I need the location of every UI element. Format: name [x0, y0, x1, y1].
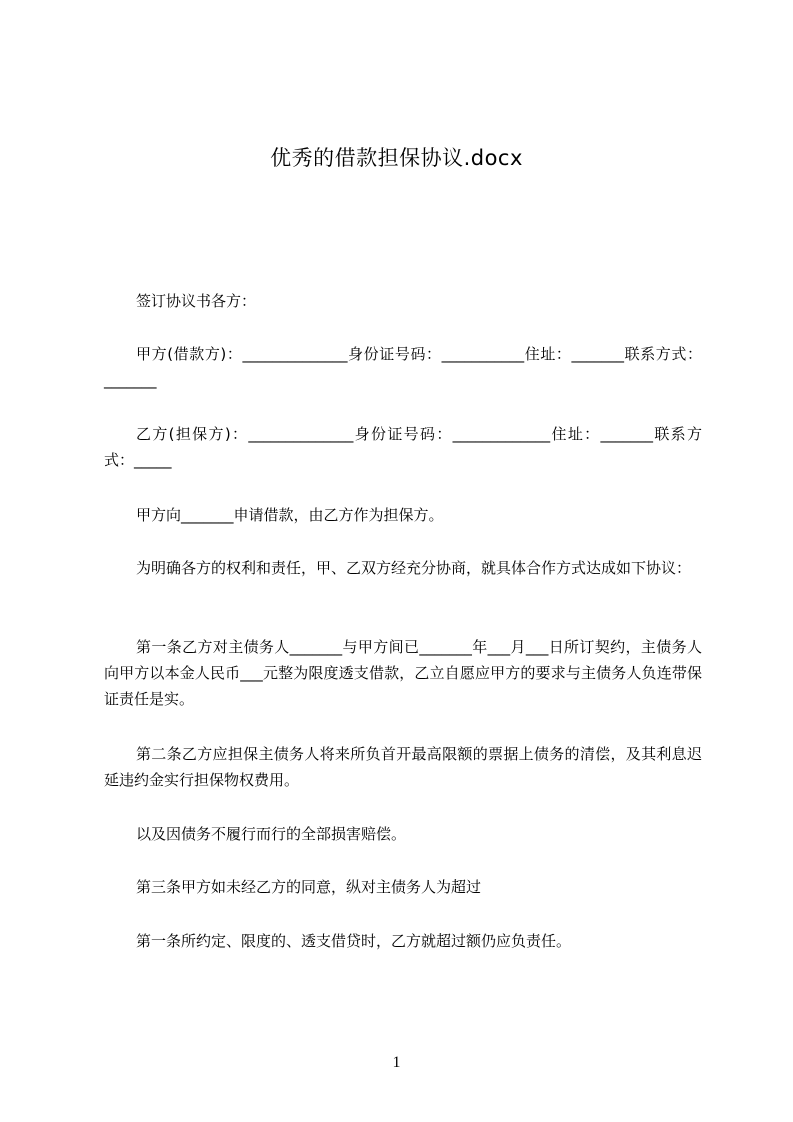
paragraph-signatories: 签订协议书各方： [136, 292, 257, 310]
paragraph-party-b: 乙方(担保方)：______________身份证号码：_____________住址：_______联系方式：_____ [104, 425, 702, 469]
paragraph-loan-request: 甲方向_______申请借款，由乙方作为担保方。 [136, 506, 444, 524]
paragraph-purpose: 为明确各方的权利和责任，甲、乙双方经充分协商，就具体合作方式达成如下协议： [136, 559, 692, 577]
paragraph-article-1: 第一条乙方对主债务人_______与甲方间已_______年___月___日所订契约，主债务人向甲方以本金人民币___元整为限度透支借款，乙立自愿应甲方的要求与主债务人负连带保证责任是实。 [104, 638, 702, 708]
paragraph-article-3: 第三条甲方如未经乙方的同意，纵对主债务人为超过 [136, 878, 482, 896]
paragraph-party-a: 甲方(借款方)：______________身份证号码：___________住址：_______联系方式：_______ [104, 345, 702, 389]
document-title: 优秀的借款担保协议.docx [270, 146, 523, 170]
page-number: 1 [392, 1054, 401, 1071]
paragraph-article-2: 第二条乙方应担保主债务人将来所负首开最高限额的票据上债务的清偿，及其利息迟延违约金实行担保物权费用。 [104, 745, 702, 789]
paragraph-damages: 以及因债务不履行而行的全部损害赔偿。 [136, 825, 407, 843]
paragraph-article-1-limit: 第一条所约定、限度的、透支借贷时，乙方就超过额仍应负责任。 [136, 932, 572, 950]
